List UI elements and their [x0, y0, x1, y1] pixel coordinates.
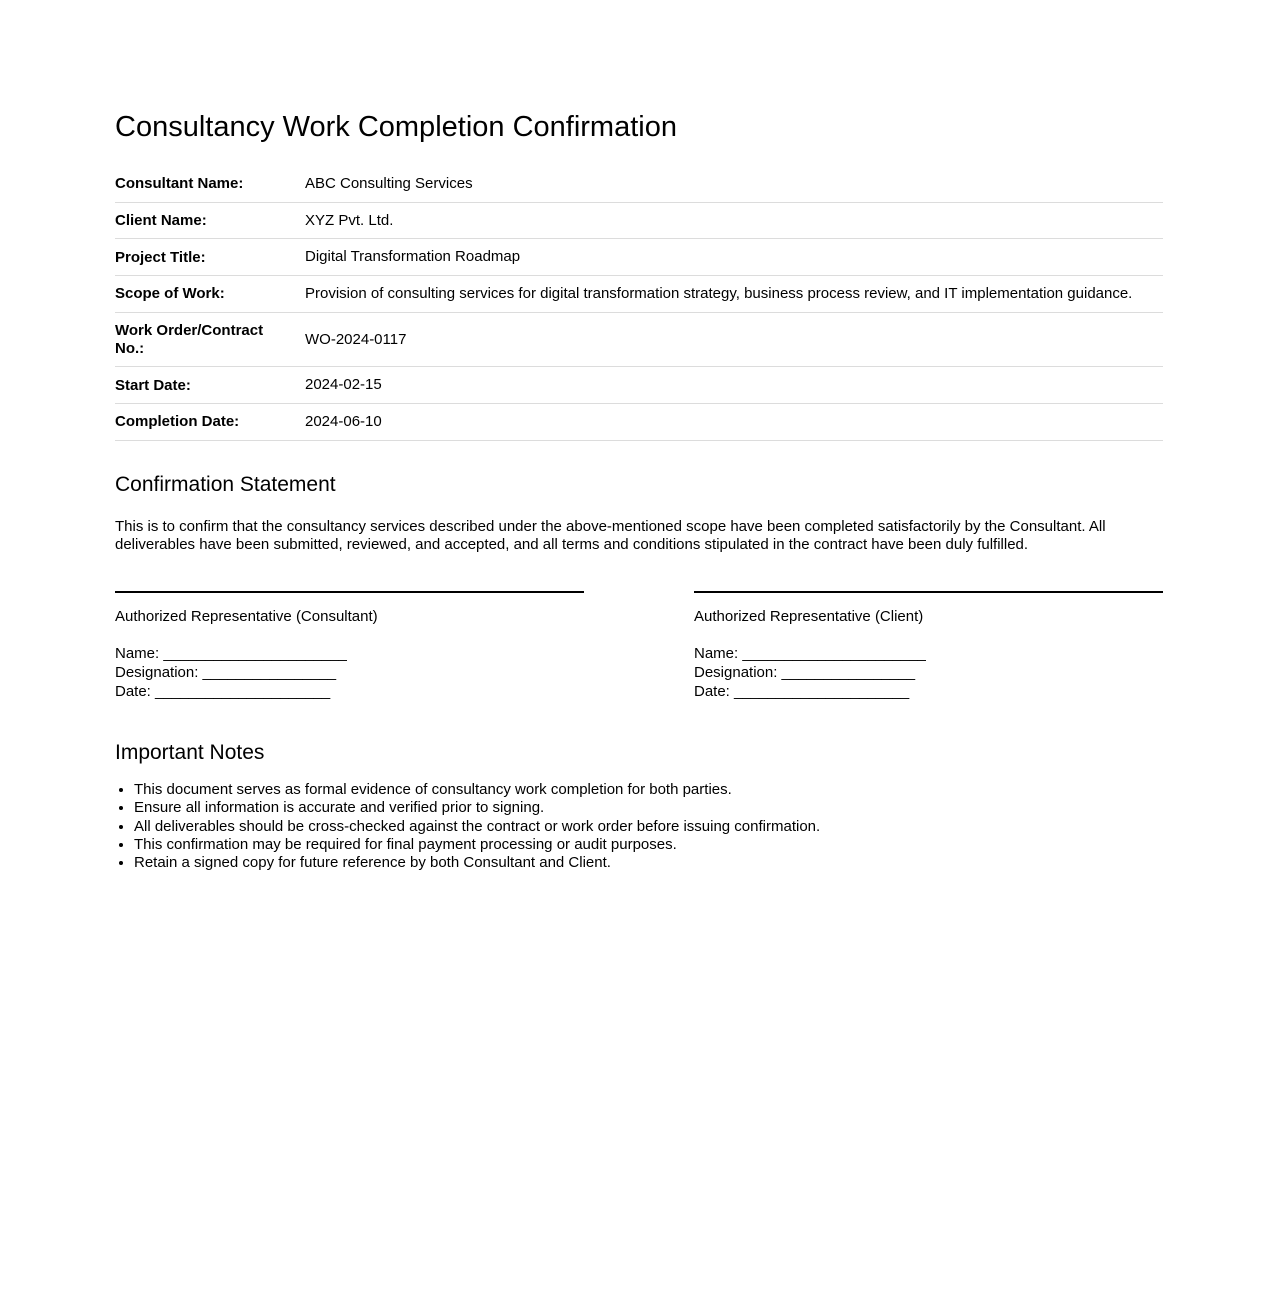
info-row-project-title: [115, 239, 1163, 276]
field-value: ABC Consulting Services: [305, 174, 473, 192]
signature-line: [694, 591, 1163, 593]
info-row-client-name: [115, 203, 1163, 240]
document-page: [115, 112, 1163, 873]
info-row-scope-of-work: [115, 276, 1163, 313]
confirmation-statement-heading: Confirmation Statement: [115, 472, 336, 496]
confirmation-statement-text: This is to confirm that the consultancy services described under the above-mentioned scope have been completed satisfactorily by the Consultant. All deliverables have been submitted, reviewed, and accepted, and all terms and conditions stipulated in the contract have been duly fulfilled.: [115, 518, 1106, 554]
info-row-consultant-name: [115, 166, 1163, 203]
field-label: Start Date:: [115, 376, 191, 394]
signature-fields-consultant: [115, 644, 584, 701]
field-label: Scope of Work:: [115, 285, 225, 303]
field-value: Digital Transformation Roadmap: [305, 248, 521, 266]
signature-name-line: [115, 644, 584, 663]
signature-name-line: [694, 644, 1163, 663]
name-label: Name:: [694, 644, 739, 662]
field-value: WO-2024-0117: [305, 330, 407, 348]
field-label: Project Title:: [115, 248, 206, 266]
field-label: Client Name:: [115, 211, 207, 229]
designation-label: Designation:: [694, 663, 778, 681]
note-item: • This confirmation may be required for final payment processing or audit purposes.: [134, 836, 1163, 854]
field-value: Provision of consulting services for digital transformation strategy, business process review, and IT implementation guidance.: [305, 285, 1133, 303]
info-table: [115, 166, 1163, 441]
note-item: • Retain a signed copy for future reference by both Consultant and Client.: [134, 854, 1163, 872]
field-value: XYZ Pvt. Ltd.: [305, 211, 394, 229]
important-notes-heading: Important Notes: [115, 740, 265, 764]
date-label: Date:: [115, 682, 151, 700]
notes-list: [115, 781, 1163, 873]
date-blank: _____________________: [150, 682, 331, 700]
name-label: Name:: [115, 644, 160, 662]
signature-block-consultant: [115, 591, 584, 701]
field-label: Work Order/Contract No.:: [115, 321, 264, 358]
signature-role-consultant: Authorized Representative (Consultant): [115, 607, 378, 625]
signature-fields-client: [694, 644, 1163, 701]
name-blank: ______________________: [738, 644, 926, 662]
date-label: Date:: [694, 682, 730, 700]
signature-date-line: [694, 682, 1163, 701]
signature-date-line: [115, 682, 584, 701]
name-blank: ______________________: [159, 644, 347, 662]
designation-label: Designation:: [115, 663, 199, 681]
designation-blank: ________________: [777, 663, 916, 681]
info-row-completion-date: [115, 404, 1163, 441]
page-title: Consultancy Work Completion Confirmation: [115, 111, 677, 143]
field-label: Consultant Name:: [115, 175, 244, 193]
signature-role-client: Authorized Representative (Client): [694, 607, 924, 625]
signature-section: [115, 591, 1163, 701]
designation-blank: ________________: [198, 663, 337, 681]
signature-designation-line: [694, 663, 1163, 682]
note-item: • All deliverables should be cross-checked against the contract or work order before issuing confirmation.: [134, 818, 1163, 836]
field-label: Completion Date:: [115, 413, 240, 431]
signature-designation-line: [115, 663, 584, 682]
info-row-work-order-no: [115, 313, 1163, 368]
field-value: 2024-02-15: [305, 376, 382, 394]
date-blank: _____________________: [729, 682, 910, 700]
signature-block-client: [694, 591, 1163, 701]
signature-line: [115, 591, 584, 593]
info-row-start-date: [115, 367, 1163, 404]
note-item: • Ensure all information is accurate and verified prior to signing.: [134, 799, 1163, 817]
note-item: • This document serves as formal evidence of consultancy work completion for both parties.: [134, 781, 1163, 799]
field-value: 2024-06-10: [305, 413, 382, 431]
